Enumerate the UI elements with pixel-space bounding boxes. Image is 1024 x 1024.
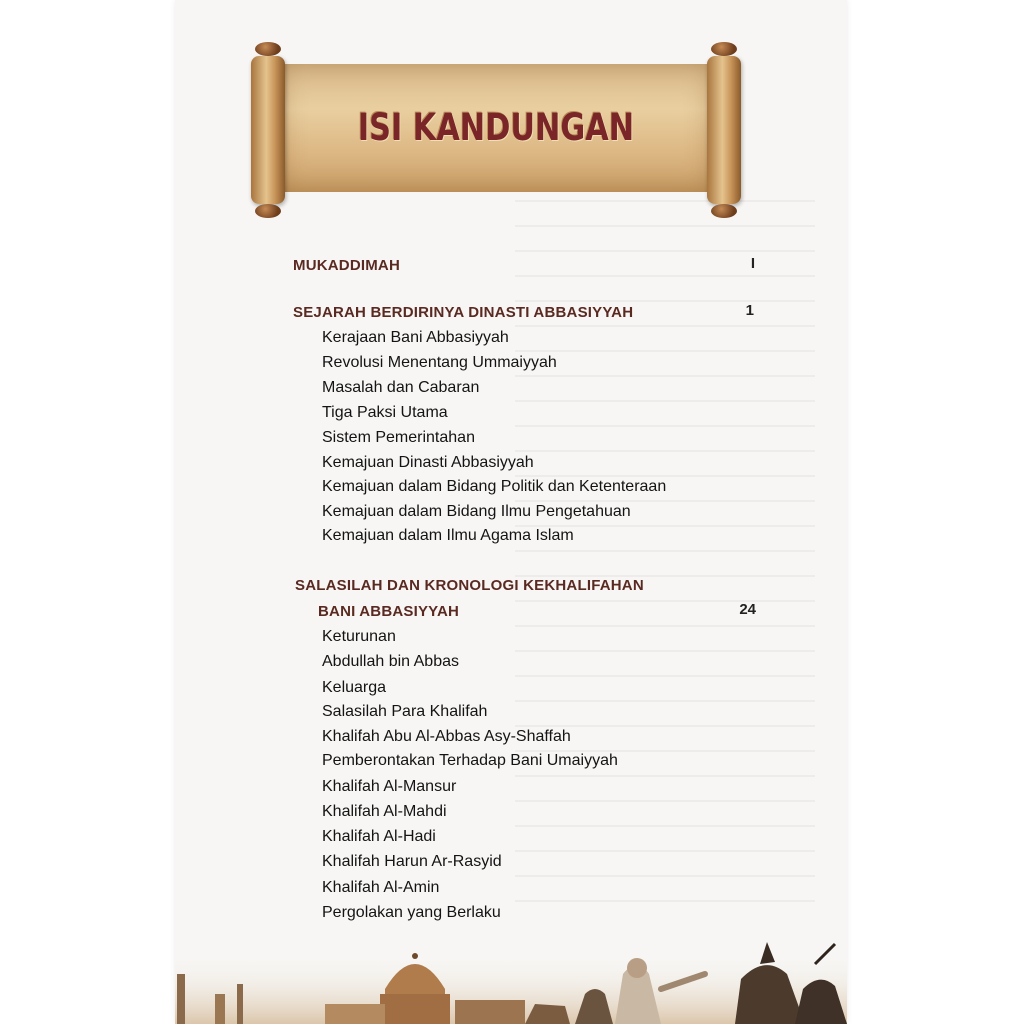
toc-item: Masalah dan Cabaran [322,379,480,396]
toc-item: Kemajuan dalam Bidang Politik dan Ketenteraan [322,478,667,495]
toc-item: Sistem Pemerintahan [322,429,475,446]
scroll-knob [711,204,737,218]
toc-item: Keturunan [322,628,396,645]
book-page [175,0,847,1024]
scroll-rod-left [251,56,285,204]
page-title: ISI KANDUNGAN [357,106,635,149]
scroll-knob [711,42,737,56]
scroll-knob [255,204,281,218]
toc-item: Abdullah bin Abbas [322,653,459,670]
title-scroll-banner [251,38,741,224]
toc-item: Khalifah Abu Al-Abbas Asy-Shaffah [322,728,571,745]
toc-item: Salasilah Para Khalifah [322,703,488,720]
toc-item: Kemajuan Dinasti Abbasiyyah [322,454,534,471]
toc-item: Tiga Paksi Utama [322,404,448,421]
scroll-rod-right [707,56,741,204]
toc-item: Kemajuan dalam Bidang Ilmu Pengetahuan [322,503,631,520]
toc-page-number: I [750,255,755,272]
toc-item: Khalifah Harun Ar-Rasyid [322,853,502,870]
toc-item: Pemberontakan Terhadap Bani Umaiyyah [322,752,618,769]
toc-item: Pergolakan yang Berlaku [322,904,501,921]
toc-item: Khalifah Al-Mansur [322,778,457,795]
scroll-knob [255,42,281,56]
toc-page-number: 1 [745,302,754,319]
toc-section-title: SEJARAH BERDIRINYA DINASTI ABBASIYYAH [293,304,634,321]
toc-section-title-line2: BANI ABBASIYYAH [318,603,460,620]
toc-item: Khalifah Al-Hadi [322,828,436,845]
toc-page-number: 24 [739,601,756,618]
toc-item: Keluarga [322,679,387,696]
toc-item: Kemajuan dalam Ilmu Agama Islam [322,527,574,544]
toc-item: Khalifah Al-Amin [322,879,440,896]
toc-section-title: SALASILAH DAN KRONOLOGI KEKHALIFAHAN [295,577,644,594]
toc-item: Khalifah Al-Mahdi [322,803,447,820]
toc-item: Revolusi Menentang Ummaiyyah [322,354,557,371]
toc-item: Kerajaan Bani Abbasiyyah [322,329,509,346]
toc-section-title: MUKADDIMAH [293,257,400,274]
bottom-illustration [175,934,847,1024]
